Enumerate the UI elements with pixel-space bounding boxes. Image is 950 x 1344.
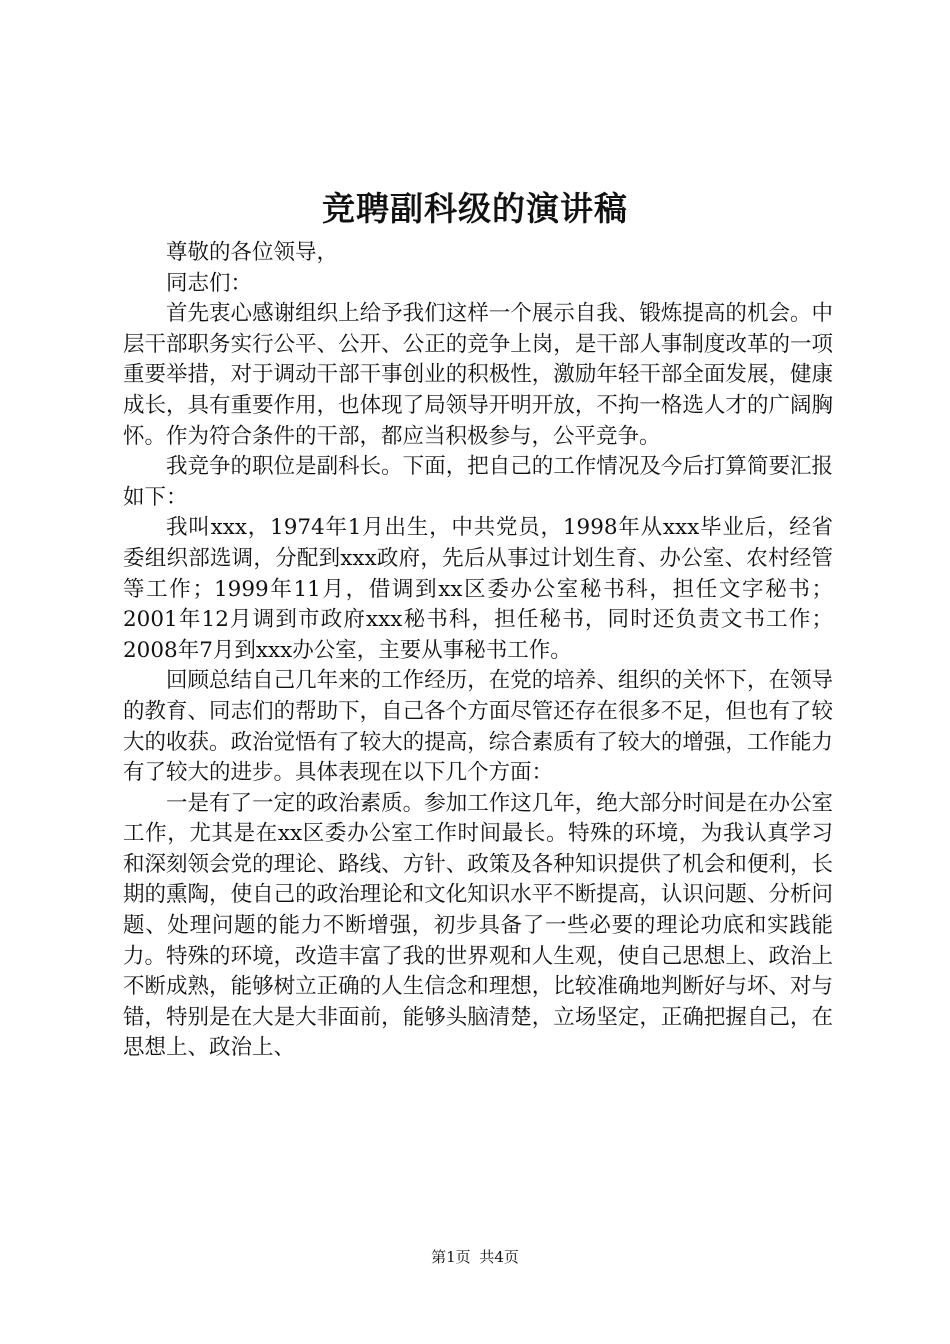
body-paragraph: 我竞争的职位是副科长。下面，把自己的工作情况及今后打算简要汇报如下： bbox=[123, 454, 833, 510]
salutation-line: 同志们： bbox=[166, 270, 253, 296]
body-paragraph: 回顾总结自己几年来的工作经历，在党的培养、组织的关怀下，在领导的教育、同志们的帮助下，自己各个方面尽管还存在很多不足，但也有了较大的收获。政治觉悟有了较大的提高，综合素质有了较大的增强，工作能力有了较大的进步。具体表现在以下几个方面： bbox=[123, 668, 833, 786]
body-paragraph: 我叫xxx，1974年1月出生，中共党员，1998年从xxx毕业后，经省委组织部选调，分配到xxx政府，先后从事过计划生育、办公室、农村经管等工作；1999年11月，借调到xx区委办公室秘书科，担任文字秘书；2001年12月调到市政府xxx秘书科，担任秘书，同时还负责文书工作；2008年7月到xxx办公室，主要从事秘书工作。 bbox=[123, 515, 833, 663]
salutation-line: 尊敬的各位领导， bbox=[166, 240, 339, 265]
page-footer bbox=[0, 1247, 950, 1267]
page-number: 第1页 bbox=[431, 1248, 471, 1266]
body-paragraph: 一是有了一定的政治素质。参加工作这几年，绝大部分时间是在办公室工作，尤其是在xx区委办公室工作时间最长。特殊的环境，为我认真学习和深刻领会党的理论、路线、方针、政策及各种知识提供了机会和便利，长期的熏陶，使自己的政治理论和文化知识水平不断提高，认识问题、分析问题、处理问题的能力不断增强，初步具备了一些必要的理论功底和实践能力。特殊的环境，改造丰富了我的世界观和人生观，使自己思想上、政治上不断成熟，能够树立正确的人生信念和理想，比较准确地判断好与坏、对与错，特别是在大是大非面前，能够头脑清楚，立场坚定，正确把握自己，在思想上、政治上、 bbox=[123, 790, 833, 1061]
document-title: 竞聘副科级的演讲稿 bbox=[322, 189, 628, 228]
page-total: 共4页 bbox=[479, 1248, 519, 1266]
document-body bbox=[123, 238, 833, 1064]
body-paragraph: 首先衷心感谢组织上给予我们这样一个展示自我、锻炼提高的机会。中层干部职务实行公平、公开、公正的竞争上岗，是干部人事制度改革的一项重要举措，对于调动干部干事创业的积极性，激励年轻干部全面发展，健康成长，具有重要作用，也体现了局领导开明开放，不拘一格选人才的广阔胸怀。作为符合条件的干部，都应当积极参与，公平竞争。 bbox=[123, 301, 833, 449]
